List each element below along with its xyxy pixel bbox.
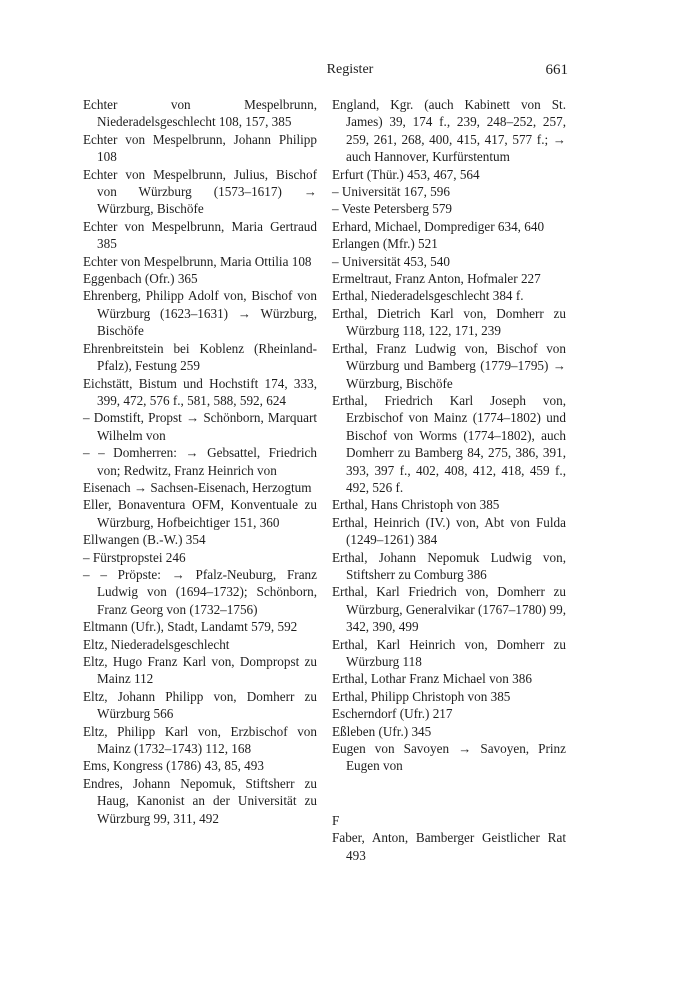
index-entry: Ems, Kongress (1786) 43, 85, 493 (83, 758, 264, 774)
index-entry: Eltz, Philipp Karl von, Erzbischof von Mainz (1732–1743) 112, 168 (83, 723, 317, 757)
index-column-right (332, 96, 566, 864)
index-entry: Eltz, Hugo Franz Karl von, Dompropst zu Mainz 112 (83, 654, 317, 687)
index-entry: Eugen von Savoyen → Savoyen, Prinz Eugen von (332, 741, 566, 774)
index-entry: Echter von Mespelbrunn, Maria Ottilia 108 (83, 253, 312, 269)
index-column-left (83, 96, 317, 827)
index-entry: – Fürstpropstei 246 (83, 549, 186, 565)
index-entry: Ellwangen (B.-W.) 354 (83, 532, 206, 548)
page-number: 661 (545, 62, 568, 78)
index-entry: – Veste Petersberg 579 (332, 201, 453, 217)
index-entry: Eltmann (Ufr.), Stadt, Landamt 579, 592 (83, 619, 298, 635)
index-entry: Echter von Mespelbrunn, Niederadelsgeschlecht 108, 157, 385 (83, 97, 317, 130)
index-entry: England, Kgr. (auch Kabinett von St. James) 39, 174 f., 239, 248–252, 257, 259, 261, 268, 400, 415, 417, 577 f.; → auch Hannover, Kurfürstentum (332, 97, 566, 165)
index-entries-e-continued (332, 96, 566, 775)
index-entry: Erlangen (Mfr.) 521 (332, 236, 438, 252)
running-title: Register (326, 62, 374, 77)
index-entry: Escherndorf (Ufr.) 217 (332, 706, 453, 722)
index-entry: – – Pröpste: → Pfalz-Neuburg, Franz Ludwig von (1694–1732); Schönborn, Franz Georg von (1732–1756) (83, 566, 317, 617)
index-entry: – Universität 453, 540 (332, 253, 450, 269)
section-letter-f: F (332, 812, 340, 828)
index-entry: Eßleben (Ufr.) 345 (332, 723, 432, 739)
index-entry: Erthal, Dietrich Karl von, Domherr zu Würzburg 118, 122, 171, 239 (332, 305, 566, 339)
index-entries-f (332, 829, 566, 864)
index-entry: – Domstift, Propst → Schönborn, Marquart Wilhelm von (83, 410, 317, 443)
index-entry: Erthal, Johann Nepomuk Ludwig von, Stiftsherr zu Comburg 386 (332, 549, 566, 582)
index-entry: Eichstätt, Bistum und Hochstift 174, 333, 399, 472, 576 f., 581, 588, 592, 624 (83, 375, 317, 408)
index-entry: Eisenach → Sachsen-Eisenach, Herzogtum (83, 479, 312, 495)
index-entry: Endres, Johann Nepomuk, Stiftsherr zu Haug, Kanonist an der Universität zu Würzburg 99, 311, 492 (83, 775, 317, 826)
index-entry: Eggenbach (Ofr.) 365 (83, 271, 198, 287)
index-entry: Erthal, Karl Friedrich von, Domherr zu Würzburg, Generalvikar (1767–1780) 99, 342, 390, 499 (332, 584, 566, 635)
index-entry: Erthal, Philipp Christoph von 385 (332, 688, 511, 704)
index-entry: Erthal, Heinrich (IV.) von, Abt von Fulda (1249–1261) 384 (332, 514, 566, 548)
index-entry: – – Domherren: → Gebsattel, Friedrich von; Redwitz, Franz Heinrich von (83, 445, 317, 478)
index-entry: Erthal, Lothar Franz Michael von 386 (332, 671, 532, 687)
index-entry: Erthal, Franz Ludwig von, Bischof von Würzburg und Bamberg (1779–1795) → Würzburg, Bischöfe (332, 340, 566, 391)
index-entry: Erthal, Niederadelsgeschlecht 384 f. (332, 288, 524, 304)
index-entry: Erthal, Friedrich Karl Joseph von, Erzbischof von Mainz (1774–1802) und Bischof von Worms (1774–1802), auch Domherr zu Bamberg 84, 275, 386, 391, 393, 397 f., 402, 408, 412, 418, 459 f., 492, 526 f. (332, 392, 566, 495)
running-head (0, 62, 700, 82)
index-entry: Eltz, Johann Philipp von, Domherr zu Würzburg 566 (83, 688, 317, 722)
index-entry: Eller, Bonaventura OFM, Konventuale zu Würzburg, Hofbeichtiger 151, 360 (83, 497, 317, 530)
index-entry: Erhard, Michael, Domprediger 634, 640 (332, 218, 545, 234)
index-entry: Ehrenbreitstein bei Koblenz (Rheinland-Pfalz), Festung 259 (83, 340, 317, 374)
index-entry: Echter von Mespelbrunn, Maria Gertraud 385 (83, 218, 317, 252)
index-entry: Erthal, Karl Heinrich von, Domherr zu Würzburg 118 (332, 636, 566, 669)
index-entry: Faber, Anton, Bamberger Geistlicher Rat 493 (332, 830, 566, 863)
index-entry: Eltz, Niederadelsgeschlecht (83, 636, 230, 652)
index-entry: Echter von Mespelbrunn, Johann Philipp 108 (83, 131, 317, 165)
index-entry: – Universität 167, 596 (332, 184, 450, 200)
index-entry: Echter von Mespelbrunn, Julius, Bischof von Würzburg (1573–1617) → Würzburg, Bischöfe (83, 166, 317, 217)
index-entry: Erfurt (Thür.) 453, 467, 564 (332, 166, 480, 182)
index-entry: Ehrenberg, Philipp Adolf von, Bischof von Würzburg (1623–1631) → Würzburg, Bischöfe (83, 288, 317, 339)
index-entry: Erthal, Hans Christoph von 385 (332, 497, 500, 513)
index-entry: Ermeltraut, Franz Anton, Hofmaler 227 (332, 271, 541, 287)
